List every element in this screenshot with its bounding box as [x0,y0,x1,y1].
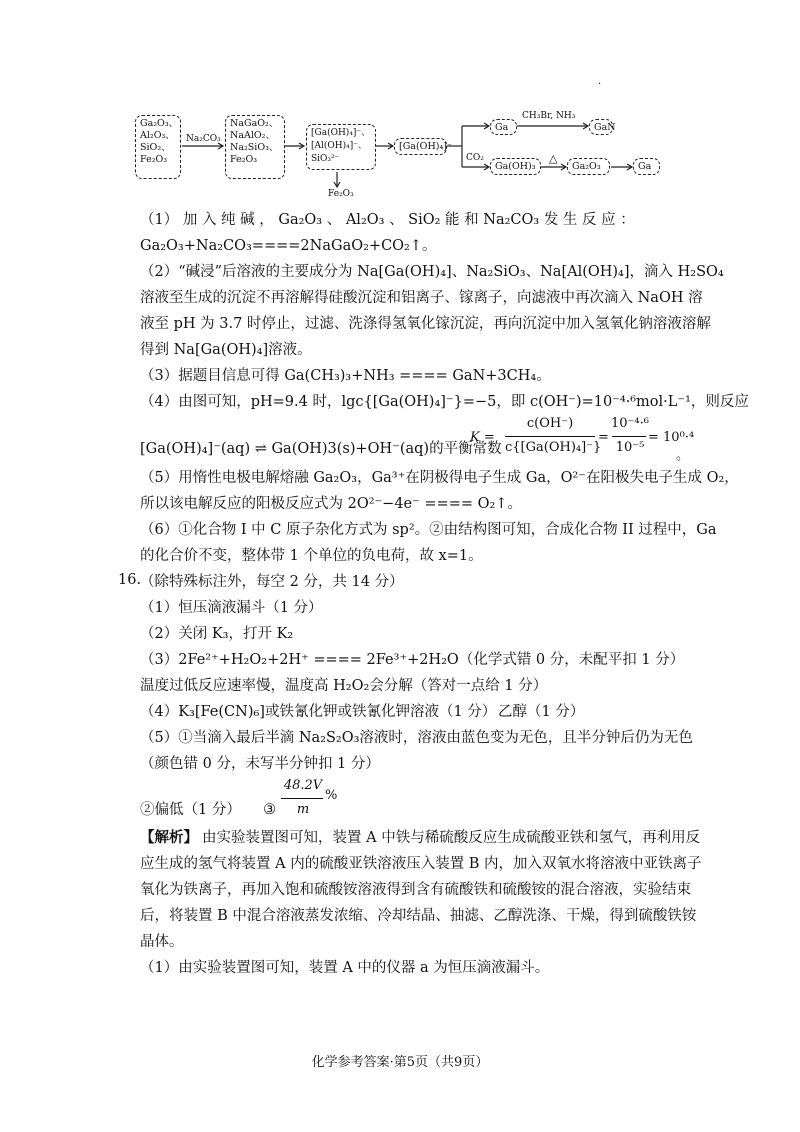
k-denominator: c{[Ga(OH)₄]⁻} [505,440,602,455]
arrow-label-na2co3: Na₂CO₃ [186,134,221,144]
answer-line: （2）关闭 K₃，打开 K₂ [140,626,294,642]
fraction-bar [281,798,323,799]
analysis-line: （1）由实验装置图可知，装置 A 中的仪器 a 为恒压滴液漏斗。 [140,960,550,976]
text-line: 得到 Na[Ga(OH)₄]溶液。 [140,342,312,358]
k-numerator: c(OH⁻) [526,416,574,431]
result-denominator: m [296,802,310,817]
text-line: （6）①化合物 I 中 C 原子杂化方式为 sp²。②由结构图可知，合成化合物 II 过程中，Ga [140,522,717,538]
arrow-label-ch3br: CH₃Br, NH₃ [522,111,576,121]
arrow-label-co2: CO₂ [466,153,484,163]
diagram-box-gaoh3: Ga(OH)₃ [490,158,541,175]
text-line: 所以该电解反应的阳极反应式为 2O²⁻−4e⁻ ==== O₂↑。 [140,496,522,512]
diagram-box-ga-final: Ga [633,158,660,175]
text-line: 的化合价不变，整体带 1 个单位的负电荷，故 x=1。 [140,548,483,564]
k-equals: = [598,430,609,445]
k-num-value: 10⁻⁴·⁶ [611,416,649,431]
answer-line: ③ [263,802,276,818]
text-line: 液至 pH 为 3.7 时停止，过滤、洗涤得氢氧化镓沉淀，再向沉淀中加入氢氧化钠溶液溶解 [140,316,711,332]
k-den-value: 10⁻⁵ [615,440,645,455]
diagram-box-gaoh4: [Ga(OH)₄]⁻ [394,138,447,155]
text-line: 溶液至生成的沉淀不再溶解得硅酸沉淀和铝离子、镓离子，向滤液中再次滴入 NaOH 溶 [140,290,703,306]
text-line: [Ga(OH)₄]⁻(aq) ⇌ Ga(OH)3(s)+OH⁻(aq)的平衡常数 [140,441,502,457]
diagram-box-leach: [Ga(OH)₄]⁻、 [Al(OH)₄]⁻、 SiO₃²⁻ [306,124,376,170]
diagram-box-raw: Ga₂O₃、 Al₂O₃、 SiO₂、 Fe₂O₃ [135,115,181,179]
answer-line: （5）①当滴入最后半滴 Na₂S₂O₃溶液时，溶液由蓝色变为无色，且半分钟后仍为无色 [140,730,693,746]
fraction-bar [505,436,595,437]
diagram-arrows [0,0,800,210]
answer-line: （3）2Fe²⁺+H₂O₂+2H⁺ ==== 2Fe³⁺+2H₂O（化学式错 0 分，未配平扣 1 分） [140,652,685,668]
answer-line: ②偏低（1 分） [140,802,241,818]
k-end: 。 [676,448,690,463]
k-result: = 10⁰·⁴ [648,430,695,445]
result-numerator: 48.2V [283,778,323,793]
answer-line: （颜色错 0 分，未写半分钟扣 1 分） [140,756,380,772]
page-footer: 化学参考答案·第5页（共9页） [311,1055,489,1070]
diagram-box-sinter: NaGaO₂、 NaAlO₂、 Na₂SiO₃、 Fe₂O₃ [225,115,285,179]
k-symbol: K = [470,430,495,445]
analysis-line: 晶体。 [140,934,184,950]
analysis-line: 后，将装置 B 中混合溶液蒸发浓缩、冷却结晶、抽滤、乙醇洗涤、干燥，得到硫酸铁铵 [140,908,697,924]
diagram-residue: Fe₂O₃ [328,189,354,199]
answer-line: （1）恒压滴液漏斗（1 分） [140,600,323,616]
text-line: （5）用惰性电极电解熔融 Ga₂O₃，Ga³⁺在阴极得电子生成 Ga，O²⁻在阳极失电子生成 O₂， [140,470,739,486]
diagram-box-ga: Ga [490,119,517,135]
arrow-label-heat: △ [549,152,558,165]
analysis-line: 应生成的氢气将装置 A 内的硫酸亚铁溶液压入装置 B 内，加入双氧水将溶液中亚铁离子 [140,856,702,872]
analysis-line: 由实验装置图可知，装置 A 中铁与稀硫酸反应生成硫酸亚铁和氢气，再利用反 [202,830,701,846]
percent-sign: % [325,788,338,803]
answer-line: 温度过低反应速率慢，温度高 H₂O₂会分解（答对一点给 1 分） [140,678,548,694]
page-mark: . [598,76,602,87]
text-line: Ga₂O₃+Na₂CO₃====2NaGaO₂+CO₂↑。 [140,238,437,254]
diagram-box-ga2o3: Ga₂O₃ [567,158,610,175]
question-header: （除特殊标注外，每空 2 分，共 14 分） [140,574,404,590]
text-line: （3）据题目信息可得 Ga(CH₃)₃+NH₃ ==== GaN+3CH₄。 [140,368,551,384]
diagram-box-gan: GaN [589,119,613,135]
analysis-label: 【解析】 [140,829,198,846]
analysis-line: 氧化为铁离子，再加入饱和硫酸铵溶液得到含有硫酸铁和硫酸铵的混合溶液，实验结束 [140,882,691,898]
answer-line: （4）K₃[Fe(CN)₆]或铁氰化钾或铁氰化钾溶液（1 分） [140,704,497,720]
text-line: （2）“碱浸”后溶液的主要成分为 Na[Ga(OH)₄]、Na₂SiO₃、Na[Al(OH)₄]，滴入 H₂SO₄ [140,264,724,280]
answer-line: 乙醇（1 分） [498,704,585,720]
fraction-bar [612,436,646,437]
text-line: （4）由图可知，pH=9.4 时，lgc{[Ga(OH)₄]⁻}=−5，即 c(OH⁻)=10⁻⁴·⁶mol·L⁻¹，则反应 [140,394,749,410]
question-number: 16. [118,572,142,588]
text-line: （1） 加 入 纯 碱 ， Ga₂O₃ 、 Al₂O₃ 、 SiO₂ 能 和 Na₂CO₃ 发 生 反 应 ： [140,212,635,228]
